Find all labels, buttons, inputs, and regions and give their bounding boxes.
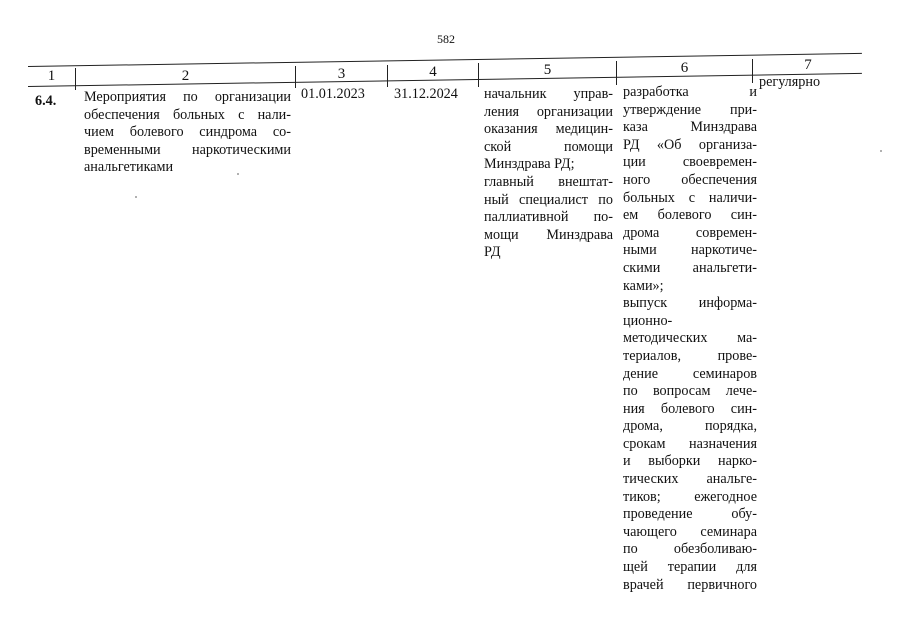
row-number: 6.4. xyxy=(35,93,57,109)
result-line: ками»; xyxy=(623,277,664,294)
activity-line: Мероприятия по организации xyxy=(84,89,291,105)
result-line: тических анальге- xyxy=(623,471,757,488)
responsible-cell xyxy=(484,86,613,262)
end-date: 31.12.2024 xyxy=(394,86,458,102)
activity-line: анальгетиками xyxy=(84,159,174,176)
result-line: скими анальгети- xyxy=(623,259,757,276)
result-line: ем болевого син- xyxy=(623,207,757,224)
result-line: дрома современ- xyxy=(623,224,757,241)
responsible-line: ный специалист по xyxy=(484,191,613,208)
responsible-line: ской помощи xyxy=(484,138,613,155)
result-line: и выборки нарко- xyxy=(623,453,757,470)
result-line: дение семинаров xyxy=(623,365,757,382)
responsible-line: начальник управ- xyxy=(484,86,613,102)
responsible-line: мощи Минздрава xyxy=(484,226,613,243)
responsible-line: главный внештат- xyxy=(484,173,613,190)
responsible-line: паллиативной по- xyxy=(484,209,613,226)
result-line: по вопросам лече- xyxy=(623,383,757,400)
result-line: териалов, прове- xyxy=(623,347,757,364)
header-col-4: 4 xyxy=(429,64,437,80)
result-line: ционно- xyxy=(623,312,673,329)
page-number: 582 xyxy=(437,32,455,46)
header-col-3: 3 xyxy=(337,66,346,82)
header-col-2: 2 xyxy=(181,68,190,84)
result-line: проведение обу- xyxy=(623,506,757,523)
activity-line: обеспечения больных с нали- xyxy=(84,106,291,123)
result-line: дрома, порядка, xyxy=(623,418,757,435)
responsible-line: оказания медицин- xyxy=(484,121,613,138)
result-line: каза Минздрава xyxy=(623,119,757,136)
result-line: РД «Об организа- xyxy=(623,136,757,153)
result-line: ными наркотиче- xyxy=(623,242,757,259)
scan-speck xyxy=(880,150,882,152)
result-line: разработка и xyxy=(623,84,757,100)
header-col-7: 7 xyxy=(804,57,812,73)
header-col-5: 5 xyxy=(543,62,552,78)
activity-line: временными наркотическими xyxy=(84,141,291,158)
result-line: больных с наличи- xyxy=(623,189,757,206)
result-line: ния болевого син- xyxy=(623,400,757,417)
responsible-line: РД xyxy=(484,244,501,261)
header-col-6: 6 xyxy=(680,60,689,76)
result-line: ции своевремен- xyxy=(623,154,757,171)
result-line: срокам назначения xyxy=(623,435,757,452)
result-line: утверждение при- xyxy=(623,101,757,118)
result-line: чающего семинара xyxy=(623,523,757,540)
start-date: 01.01.2023 xyxy=(301,86,365,102)
scan-speck xyxy=(237,173,239,175)
result-line: методических ма- xyxy=(623,330,757,347)
responsible-line: Минздрава РД; xyxy=(484,156,575,173)
scan-speck xyxy=(135,196,137,198)
activity-line: чием болевого синдрома со- xyxy=(84,124,291,141)
result-line: врачей первичного xyxy=(623,576,757,593)
activity-cell xyxy=(84,89,291,177)
result-line: ного обеспечения xyxy=(623,171,757,188)
result-line: щей терапии для xyxy=(623,559,757,576)
result-cell xyxy=(623,84,757,594)
responsible-line: ления организации xyxy=(484,103,613,120)
result-line: тиков; ежегодное xyxy=(623,488,757,505)
result-line: выпуск информа- xyxy=(623,295,757,312)
result-line: по обезболиваю- xyxy=(623,541,757,558)
periodicity: регулярно xyxy=(759,74,821,90)
header-col-1: 1 xyxy=(47,68,56,84)
